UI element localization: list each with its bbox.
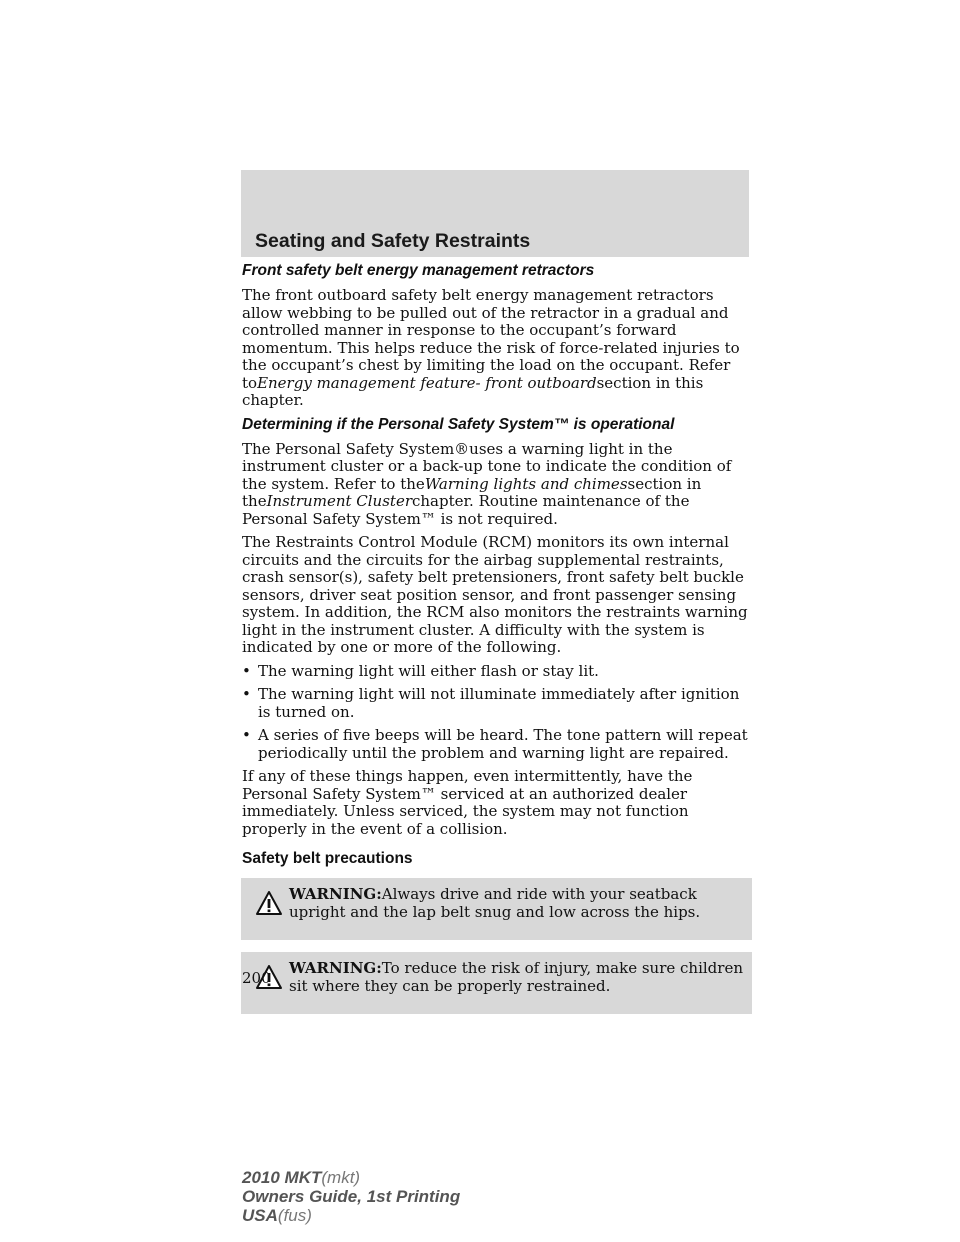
text-run: The front outboard safety belt energy management retractors allow webbing to be pulled out of the retractor in a gradual and controlled manner in response to the occupant’s forward momentum. This helps reduce the risk of force-related injuries to the occupant’s chest by limiting the load on the occupant. Refer to — [242, 286, 740, 392]
paragraph-operational-3: If any of these things happen, even intermittently, have the Personal Safety System™ serviced at an authorized dealer immediately. Unless serviced, the system may not function properly in the event of a collision. — [242, 767, 693, 838]
warning-text — [289, 960, 744, 995]
paragraph-retractors — [242, 287, 750, 410]
bullet-icon: • — [242, 661, 251, 680]
warning-label: WARNING: — [289, 885, 382, 903]
cross-reference: Warning lights and chimes — [424, 474, 628, 493]
footer-line-edition: Owners Guide, 1st Printing — [242, 1187, 461, 1206]
footer-line-model — [242, 1168, 460, 1187]
bullet-icon: • — [242, 685, 251, 703]
warning-text — [289, 886, 744, 921]
heading-retractors: Front safety belt energy management retractors — [242, 262, 595, 279]
text-run: chapter. Routine maintenance of the Personal Safety System™ is not required. — [242, 492, 690, 528]
warning-box — [241, 878, 752, 940]
text-run: The Personal Safety System®uses a warning light in the instrument cluster or a back-up tone to indicate the condition of the system. Refer to the — [242, 439, 732, 493]
list-item-text: The warning light will not illuminate immediately after ignition is turned on. — [258, 685, 740, 721]
list-item-text: A series of five beeps will be heard. The tone pattern will repeat periodically until the problem and warning light are repaired. — [258, 726, 748, 762]
print-footer — [242, 1168, 460, 1225]
footer-market: USA — [242, 1206, 278, 1225]
list-item — [242, 727, 750, 762]
paragraph-operational-2: The Restraints Control Module (RCM) monitors its own internal circuits and the circuits for the airbag supplemental restraints, crash sensor(s), safety belt pretensioners, front safety belt buckle sensors, driver seat position sensor, and front passenger sensing system. In addition, the RCM also monitors the restraints warning light in the instrument cluster. A difficulty with the system is indicated by one or more of the following. — [242, 533, 748, 656]
warning-message: To reduce the risk of injury, make sure children sit where they can be properly restrained. — [289, 959, 743, 995]
symptom-list — [242, 663, 750, 763]
footer-line-market — [242, 1206, 460, 1225]
warning-message: Always drive and ride with your seatback upright and the lap belt snug and low across the hips. — [289, 885, 701, 921]
warning-box — [241, 952, 752, 1014]
footer-market-code: (fus) — [277, 1206, 312, 1225]
list-item — [242, 663, 750, 681]
paragraph-operational-1 — [242, 441, 750, 529]
section-title: Seating and Safety Restraints — [255, 230, 531, 252]
section-header-bar — [241, 170, 749, 257]
warning-triangle-icon — [255, 890, 283, 916]
list-item — [242, 686, 750, 721]
cross-reference: Energy management feature- front outboard — [257, 373, 597, 392]
warning-label: WARNING: — [289, 959, 382, 977]
page-content — [242, 262, 750, 1014]
cross-reference: Instrument Cluster — [266, 492, 412, 510]
heading-precautions: Safety belt precautions — [242, 850, 413, 867]
page-number: 200 — [242, 969, 271, 987]
text-run: section in the — [242, 474, 702, 510]
text-run: section in this chapter. — [242, 373, 704, 409]
footer-model: 2010 MKT — [242, 1168, 322, 1187]
footer-model-code: (mkt) — [321, 1168, 361, 1187]
list-item-text: The warning light will either flash or stay lit. — [258, 661, 599, 680]
heading-operational: Determining if the Personal Safety System™ is operational — [242, 415, 675, 433]
bullet-icon: • — [242, 726, 251, 744]
